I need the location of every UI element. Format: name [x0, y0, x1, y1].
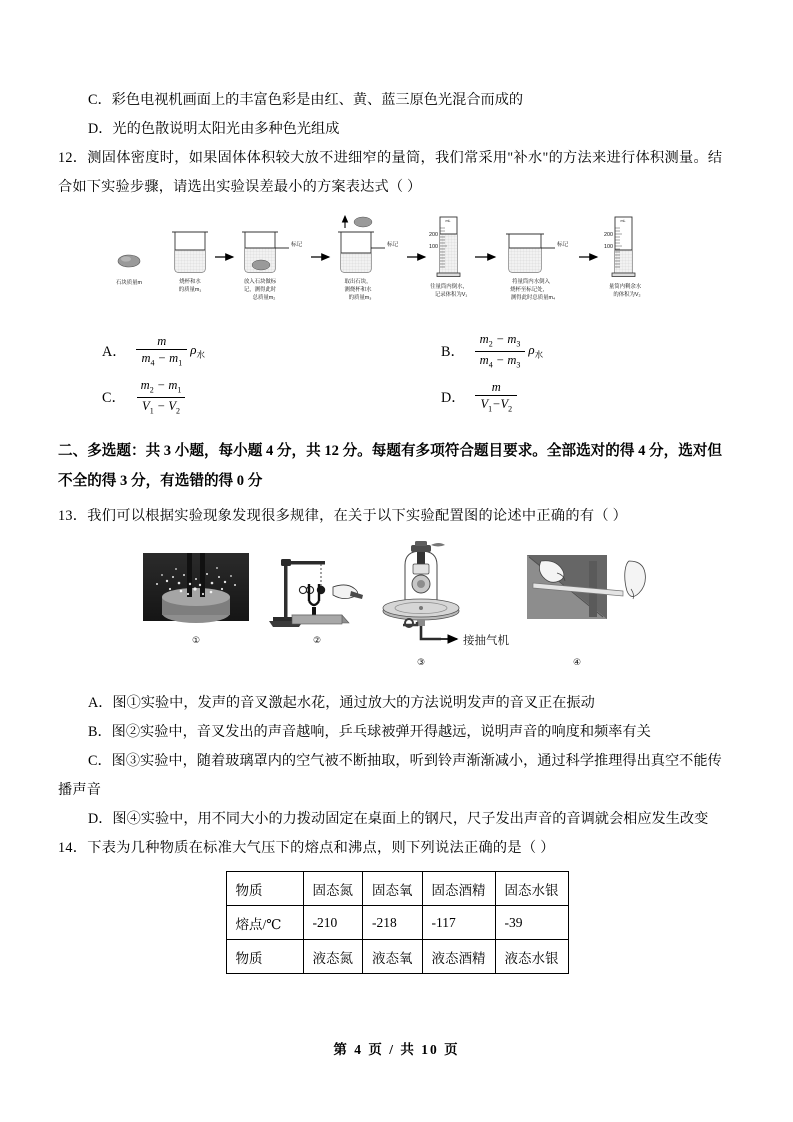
svg-text:将量筒内水倒入: 将量筒内水倒入 [512, 279, 550, 285]
q14-table-wrap [58, 871, 736, 974]
svg-text:100: 100 [429, 244, 438, 250]
cell-r1c1: 物质 [226, 872, 303, 906]
svg-text:的质量m₃: 的质量m₃ [348, 295, 372, 301]
q12-stem-line2: 合如下实验步骤，请选出实验误差最小的方案表达式（ ） [58, 179, 422, 195]
svg-text:量筒内剩余水: 量筒内剩余水 [608, 284, 642, 290]
svg-text:100: 100 [604, 244, 613, 250]
cell-r2c4: -117 [422, 906, 495, 940]
svg-text:①: ① [191, 636, 201, 646]
q12-option-d-label: D． [441, 390, 466, 406]
svg-text:标记: 标记 [291, 242, 303, 248]
svg-text:烧杯和水: 烧杯和水 [179, 279, 201, 285]
svg-text:烧杯至标记处，: 烧杯至标记处， [510, 287, 548, 293]
table-row [226, 906, 568, 940]
q12-option-b-label: B． [441, 344, 465, 360]
svg-text:③: ③ [416, 658, 426, 668]
q12-option-a-rho: $\rho_水$ [190, 341, 205, 360]
fig13-panel-1 [143, 553, 249, 646]
section-2-heading-line2: 不全的得 3 分，有选错的得 0 分 [58, 473, 263, 489]
svg-text:石块质量m: 石块质量m [115, 280, 143, 286]
fig13-panel-4 [527, 555, 645, 668]
svg-text:总质量m₂: 总质量m₂ [252, 295, 276, 301]
q13-option-d: D．图④实验中，用不同大小的力拨动固定在桌面上的钢尺，尺子发出声音的音调就会相应发生改变 [88, 811, 709, 827]
cell-r3c1: 物质 [226, 940, 303, 974]
q12-figure [58, 212, 736, 320]
q12-option-d-fraction: $\frac{m}{V_1-V_2}$ [475, 380, 517, 414]
svg-text:往量筒内倒水，: 往量筒内倒水， [430, 284, 468, 290]
svg-text:记录体积为V₁: 记录体积为V₁ [434, 292, 468, 298]
svg-text:放入石块做标: 放入石块做标 [243, 279, 277, 285]
melting-boiling-point-table [226, 871, 569, 974]
q12-options [58, 328, 736, 420]
cell-r2c2: -210 [303, 906, 363, 940]
section-2-heading-line1: 二、多选题：共 3 小题，每小题 4 分，共 12 分。每题有多项符合题目要求。全部选对的得 4 分，选对但 [58, 443, 723, 459]
q12-option-d [397, 374, 736, 420]
q13-stem: 13．我们可以根据实验现象发现很多规律，在关于以下实验配置图的论述中正确的有（ ） [58, 508, 628, 524]
svg-text:的体积为V₂: 的体积为V₂ [613, 292, 641, 298]
q12-option-c-fraction: $\frac{m_2 - m_1}{V_1 - V_2}$ [136, 378, 187, 416]
cell-r1c5: 固态水银 [495, 872, 568, 906]
svg-text:④: ④ [572, 658, 582, 668]
q12-figure-svg [97, 212, 697, 320]
q13-option-c-line2: 播声音 [58, 782, 102, 798]
q11-option-c: C．彩色电视机画面上的丰富色彩是由红、黄、蓝三原色光混合而成的 [88, 92, 524, 108]
svg-text:取出石块，: 取出石块， [344, 279, 372, 285]
q12-option-a [58, 328, 397, 374]
fig13-panel-2 [269, 559, 363, 646]
cell-r3c2: 液态氮 [303, 940, 363, 974]
cell-r2c1: 熔点/℃ [226, 906, 303, 940]
q11-option-d: D．光的色散说明太阳光由多种色光组成 [88, 121, 340, 137]
svg-text:200: 200 [429, 232, 438, 238]
q12-option-a-fraction: $\frac{m}{m_4 - m_1}$ [136, 334, 187, 368]
cell-r3c5: 液态水银 [495, 940, 568, 974]
svg-text:标记: 标记 [557, 242, 569, 248]
fig13-panel-3 [383, 541, 509, 668]
svg-text:标记: 标记 [387, 242, 399, 248]
cell-r2c5: -39 [495, 906, 568, 940]
table-row [226, 872, 568, 906]
q13-option-a: A．图①实验中，发声的音叉激起水花，通过放大的方法说明发声的音叉正在振动 [88, 695, 595, 711]
svg-text:②: ② [312, 636, 322, 646]
table-row [226, 940, 568, 974]
q12-option-a-label: A． [102, 344, 127, 360]
q13-option-b: B．图②实验中，音叉发出的声音越响，乒乓球被弹开得越远，说明声音的响度和频率有关 [88, 724, 651, 740]
cell-r2c3: -218 [363, 906, 423, 940]
q12-option-b [397, 328, 736, 374]
svg-text:测烧杯和水: 测烧杯和水 [344, 287, 372, 293]
cell-r1c4: 固态酒精 [422, 872, 495, 906]
q12-option-c-label: C． [102, 390, 126, 406]
q14-stem: 14．下表为几种物质在标准大气压下的熔点和沸点，则下列说法正确的是（ ） [58, 840, 555, 856]
q13-figure [58, 539, 736, 687]
q13-figure-svg [137, 539, 657, 687]
q12-option-c [58, 374, 397, 420]
svg-text:记，测得此时: 记，测得此时 [243, 287, 277, 293]
q12-option-b-fraction: $\frac{m_2 - m_3}{m_4 - m_3}$ [475, 332, 526, 370]
q12-option-b-rho: $\rho_水$ [528, 341, 544, 360]
cell-r3c4: 液态酒精 [422, 940, 495, 974]
svg-text:的质量m₁: 的质量m₁ [178, 287, 202, 293]
svg-text:测得此时总质量m₄: 测得此时总质量m₄ [510, 295, 556, 301]
svg-text:mL: mL [620, 219, 626, 223]
q13-pump-label: 接抽气机 [463, 635, 509, 647]
cell-r1c3: 固态氧 [363, 872, 423, 906]
q13-option-c-line1: C．图③实验中，随着玻璃罩内的空气被不断抽取，听到铃声渐渐减小，通过科学推理得出真空不能传 [88, 753, 722, 769]
cell-r1c2: 固态氮 [303, 872, 363, 906]
cell-r3c3: 液态氧 [363, 940, 423, 974]
page-footer: 第 4 页 / 共 10 页 [333, 1042, 460, 1057]
q12-stem-line1: 12．测固体密度时，如果固体体积较大放不进细窄的量筒，我们常采用"补水"的方法来进行体积测量。结 [58, 150, 723, 166]
svg-text:mL: mL [445, 219, 451, 223]
svg-text:200: 200 [604, 232, 613, 238]
page-content [58, 86, 736, 974]
